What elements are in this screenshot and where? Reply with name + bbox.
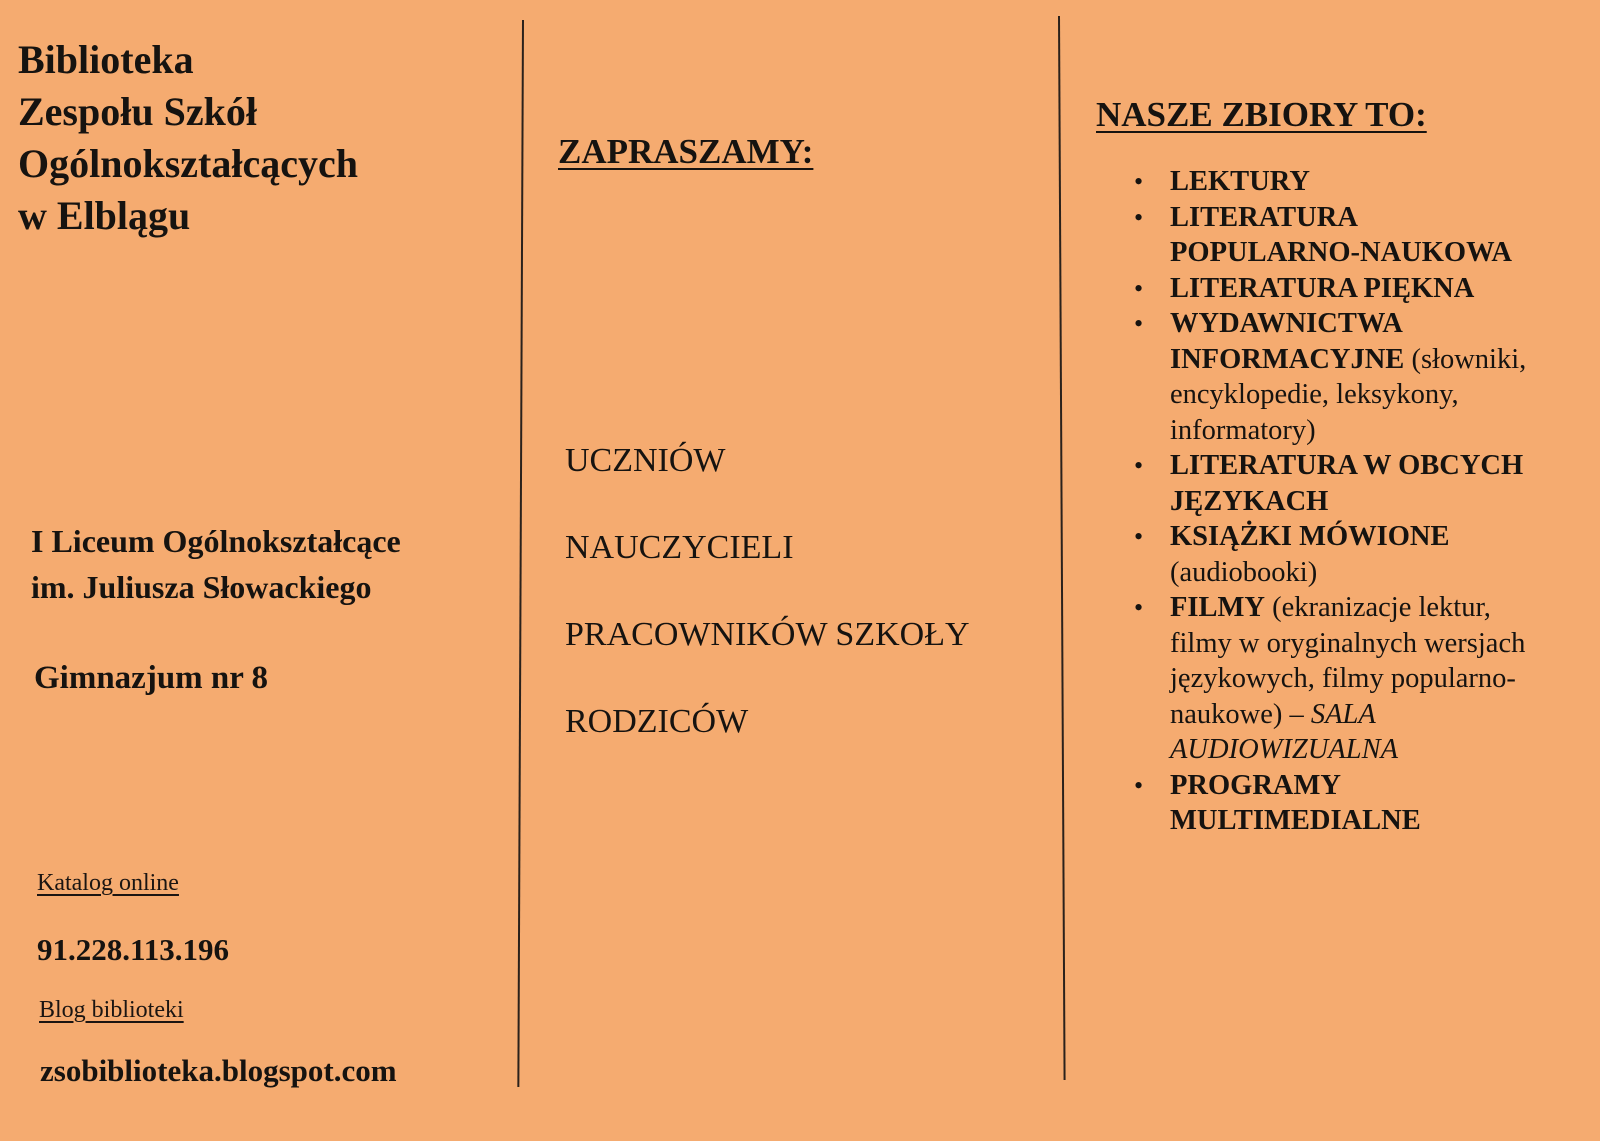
collection-item-note: (audiobooki) (1170, 556, 1318, 588)
collection-item-italic: SALA (1310, 698, 1376, 730)
library-blog-link[interactable]: Blog biblioteki (39, 997, 184, 1023)
collection-item-bold: FILMY (1170, 592, 1265, 623)
audience-item: RODZICÓW (565, 703, 749, 740)
catalog-online-link[interactable]: Katalog online (37, 870, 179, 896)
collection-item (1134, 519, 1594, 590)
collection-item (1134, 448, 1594, 519)
library-title (18, 34, 358, 242)
invite-heading: ZAPRASZAMY: (558, 132, 814, 171)
collection-item-line: PROGRAMY (1170, 769, 1341, 801)
fold-line-right (1058, 16, 1065, 1080)
audience-item: NAUCZYCIELI (565, 529, 794, 566)
collection-item-line: WYDAWNICTWA (1170, 308, 1403, 339)
collections-heading: NASZE ZBIORY TO: (1096, 95, 1427, 134)
collection-item-line: LITERATURA PIĘKNA (1170, 272, 1475, 304)
bullet-icon: • (1134, 309, 1144, 338)
audience-item: UCZNIÓW (565, 442, 726, 479)
collection-item-note: (słowniki, (1404, 343, 1527, 375)
collection-item-line: LEKTURY (1170, 166, 1310, 197)
bullet-icon: • (1134, 522, 1144, 551)
library-title-line: w Elblągu (18, 193, 191, 238)
collection-item-line: JĘZYKACH (1170, 485, 1329, 517)
collection-item-bold: INFORMACYJNE (1170, 343, 1405, 375)
collection-item-line (1170, 590, 1594, 626)
school-name-line: I Liceum Ogólnokształcące (31, 523, 401, 559)
collection-item-note: naukowe) – (1170, 698, 1311, 730)
bullet-icon: • (1134, 273, 1144, 303)
library-title-line: Zespołu Szkół (18, 89, 257, 134)
collection-item-note: (ekranizacje lektur, (1265, 592, 1491, 623)
library-title-line: Biblioteka (18, 37, 194, 82)
collection-item (1134, 590, 1594, 768)
collection-item (1134, 164, 1594, 200)
collection-item-line (1170, 697, 1594, 733)
audience-list (565, 442, 970, 790)
bullet-icon: • (1134, 202, 1144, 232)
bullet-icon: • (1134, 593, 1144, 622)
bullet-icon: • (1134, 167, 1144, 196)
collection-item-note: filmy w oryginalnych wersjach (1170, 627, 1526, 659)
collection-item-line: KSIĄŻKI MÓWIONE (1170, 521, 1450, 552)
collection-item (1134, 271, 1594, 307)
fold-line-left (517, 20, 523, 1087)
collection-item-italic: AUDIOWIZUALNA (1170, 734, 1398, 765)
collection-item (1134, 306, 1594, 448)
collection-item-line: MULTIMEDIALNE (1170, 805, 1421, 836)
collection-item-note: językowych, filmy popularno- (1170, 663, 1516, 694)
collections-list (1134, 164, 1594, 839)
school-name (31, 518, 401, 610)
collection-item-line: LITERATURA (1170, 201, 1358, 233)
blog-url: zsobiblioteka.blogspot.com (40, 1053, 397, 1088)
bullet-icon: • (1134, 451, 1144, 480)
collection-item-line: POPULARNO-NAUKOWA (1170, 237, 1512, 268)
collection-item-note: encyklopedie, leksykony, (1170, 379, 1459, 410)
collection-item (1134, 768, 1594, 839)
collection-item-note: informatory) (1170, 414, 1316, 446)
bullet-icon: • (1134, 770, 1144, 800)
collection-item (1134, 200, 1594, 271)
collection-item-line (1170, 342, 1594, 378)
school-name-line: im. Juliusza Słowackiego (31, 569, 372, 605)
catalog-ip-address: 91.228.113.196 (37, 932, 230, 967)
audience-item: PRACOWNIKÓW SZKOŁY (565, 616, 970, 653)
collection-item-line: LITERATURA W OBCYCH (1170, 450, 1524, 481)
gymnasium-name: Gimnazjum nr 8 (34, 660, 269, 696)
library-title-line: Ogólnokształcących (18, 141, 358, 186)
